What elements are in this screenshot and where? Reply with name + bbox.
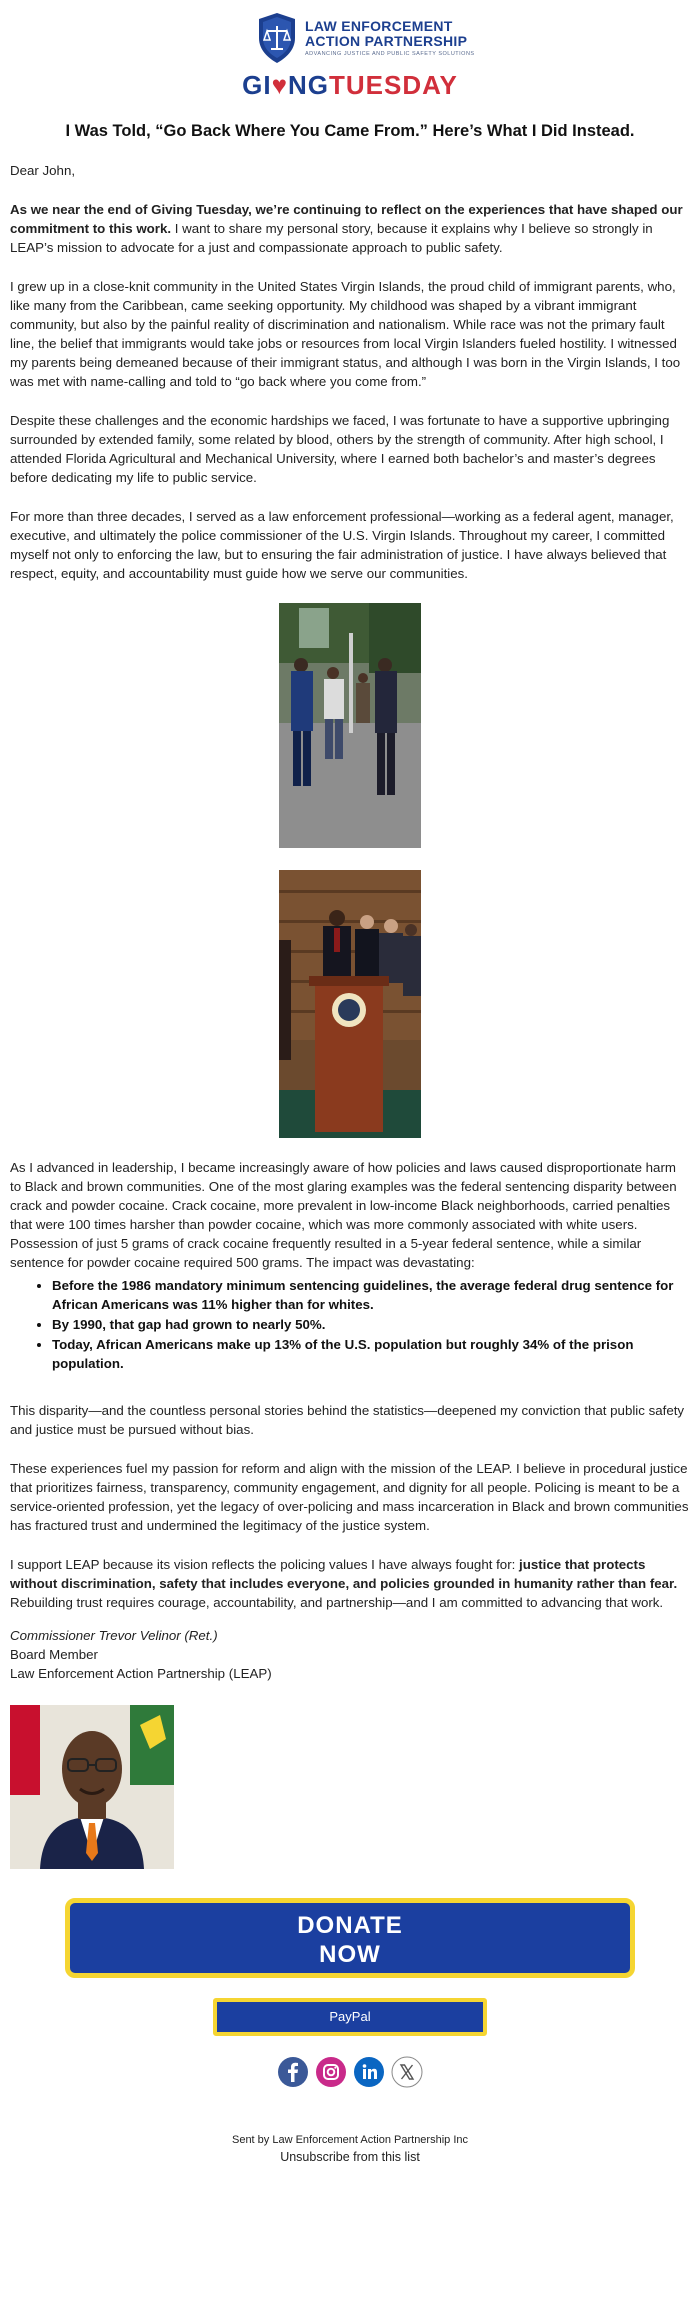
giving-text-part2: NG bbox=[288, 70, 330, 100]
paragraph-upbringing: Despite these challenges and the economic hardships we faced, I was fortunate to have a supportive upbringing surrounded by extended family, some related by blood, others by the strength of community. After high school, I attended Florida Agricultural and Mechanical University, where I earned both bachelor’s and master’s degrees before dedicating my life to public service. bbox=[10, 413, 670, 485]
greeting: Dear John, bbox=[10, 163, 76, 178]
stats-item-today: • Today, African Americans make up 13% of the U.S. population but roughly 34% of the prison population. bbox=[52, 1335, 690, 1373]
x-icon[interactable] bbox=[391, 2056, 423, 2088]
social-links bbox=[0, 2056, 700, 2088]
stats-item-1986: • Before the 1986 mandatory minimum sentencing guidelines, the average federal drug sentence for African Americans was 11% higher than for whites. bbox=[52, 1276, 690, 1314]
giving-text-part1: GI bbox=[242, 70, 272, 100]
intro-bold: As we near the end of Giving Tuesday, we’re continuing to reflect on the experiences that have shaped our commitment to this work. bbox=[10, 202, 683, 236]
badge-icon bbox=[255, 12, 299, 64]
intro-paragraph bbox=[10, 200, 690, 257]
signature-role: Board Member bbox=[10, 1647, 98, 1662]
signature-block bbox=[10, 1626, 690, 1683]
support-start: I support LEAP because its vision reflects the policing values I have always fought for: bbox=[10, 1557, 520, 1572]
facebook-icon[interactable] bbox=[277, 2056, 309, 2088]
leap-logo[interactable] bbox=[255, 12, 475, 64]
stats-list bbox=[10, 1276, 690, 1373]
unsubscribe-link[interactable]: Unsubscribe from this list bbox=[280, 2150, 420, 2164]
email-header bbox=[0, 0, 700, 105]
logo-line-2: ACTION PARTNERSHIP bbox=[305, 33, 468, 49]
intro-rest: I want to share my personal story, because it explains why I believe so strongly in LEAP’s mission to advocate for a just and compassionate approach to public safety. bbox=[10, 221, 653, 255]
signature-org: Law Enforcement Action Partnership (LEAP) bbox=[10, 1666, 272, 1681]
paragraph-reform: These experiences fuel my passion for reform and align with the mission of the LEAP. I believe in procedural justice that prioritizes fairness, transparency, community engagement, and dignity for all people. Policing is meant to be a service-oriented profession, yet the legacy of over-policing and mass incarceration in Black and brown communities has fractured trust and undermined the legitimacy of the justice system. bbox=[10, 1461, 689, 1533]
stats-item-1990: • By 1990, that gap had grown to nearly 50%. bbox=[52, 1315, 690, 1334]
street-scene-photo bbox=[279, 603, 421, 848]
giving-tuesday-logo bbox=[0, 70, 700, 101]
paragraph-conviction: This disparity—and the countless personal stories behind the statistics—deepened my conviction that public safety and justice must be pursued without bias. bbox=[10, 1403, 685, 1437]
sent-by-text: Sent by Law Enforcement Action Partnership Inc bbox=[231, 2134, 469, 2146]
logo-line-1: LAW ENFORCEMENT bbox=[305, 18, 453, 34]
email-footer bbox=[0, 2134, 700, 2164]
paypal-button[interactable]: PayPal bbox=[213, 1998, 487, 2036]
linkedin-icon[interactable] bbox=[353, 2056, 385, 2088]
support-bold: justice that protects without discrimination, safety that includes everyone, and policies grounded in humanity rather than fear. bbox=[10, 1557, 678, 1591]
logo-tagline: ADVANCING JUSTICE AND PUBLIC SAFETY SOLUTIONS bbox=[305, 51, 475, 57]
paragraph-support bbox=[10, 1555, 690, 1612]
support-end: Rebuilding trust requires courage, accountability, and partnership—and I am committed to advancing that work. bbox=[10, 1595, 664, 1610]
paragraph-childhood: I grew up in a close-knit community in the United States Virgin Islands, the proud child of immigrant parents, who, like many from the Caribbean, came seeking opportunity. My childhood was shaped by a vibrant immigrant community, but also by the painful reality of discrimination and nationalism. While race was not the primary fault line, the belief that immigrants would take jobs or resources from local Virgin Islanders fueled hostility. I witnessed my parents being demeaned because of their immigrant status, and although I was born in the Virgin Islands, I too was met with name-calling and told to “go back where you come from.” bbox=[10, 279, 681, 389]
signature-name: Commissioner Trevor Velinor (Ret.) bbox=[10, 1628, 218, 1643]
letter-body bbox=[0, 161, 700, 1874]
donate-now-button[interactable] bbox=[65, 1898, 635, 1978]
instagram-icon[interactable] bbox=[315, 2056, 347, 2088]
heart-icon: ♥ bbox=[271, 70, 289, 100]
headline: I Was Told, “Go Back Where You Came From.” Here’s What I Did Instead. bbox=[65, 122, 635, 140]
paragraph-career: For more than three decades, I served as a law enforcement professional—working as a federal agent, manager, executive, and ultimately the police commissioner of the U.S. Virgin Islands. Throughout my career, I committed myself not only to enforcing the law, but to ensuring the fair administration of justice. I have always believed that respect, equity, and accountability must guide how we serve our communities. bbox=[10, 509, 674, 581]
paragraph-disparity: As I advanced in leadership, I became increasingly aware of how policies and laws caused disproportionate harm to Black and brown communities. One of the most glaring examples was the federal sentencing disparity between crack and powder cocaine. Crack cocaine, more prevalent in low-income Black neighborhoods, carried penalties that were 100 times harsher than powder cocaine, which was more commonly associated with white users. Possession of just 5 grams of crack cocaine frequently resulted in a 5-year federal sentence, while a similar sentence for powder cocaine required 500 grams. The impact was devastating: bbox=[10, 1160, 677, 1270]
donate-line-1: DONATE bbox=[297, 1912, 403, 1939]
portrait-photo bbox=[10, 1705, 174, 1869]
giving-text-part3: TUESDAY bbox=[329, 70, 458, 100]
logo-text bbox=[305, 19, 475, 57]
donate-line-2: NOW bbox=[319, 1941, 381, 1968]
press-conference-photo bbox=[279, 870, 421, 1138]
